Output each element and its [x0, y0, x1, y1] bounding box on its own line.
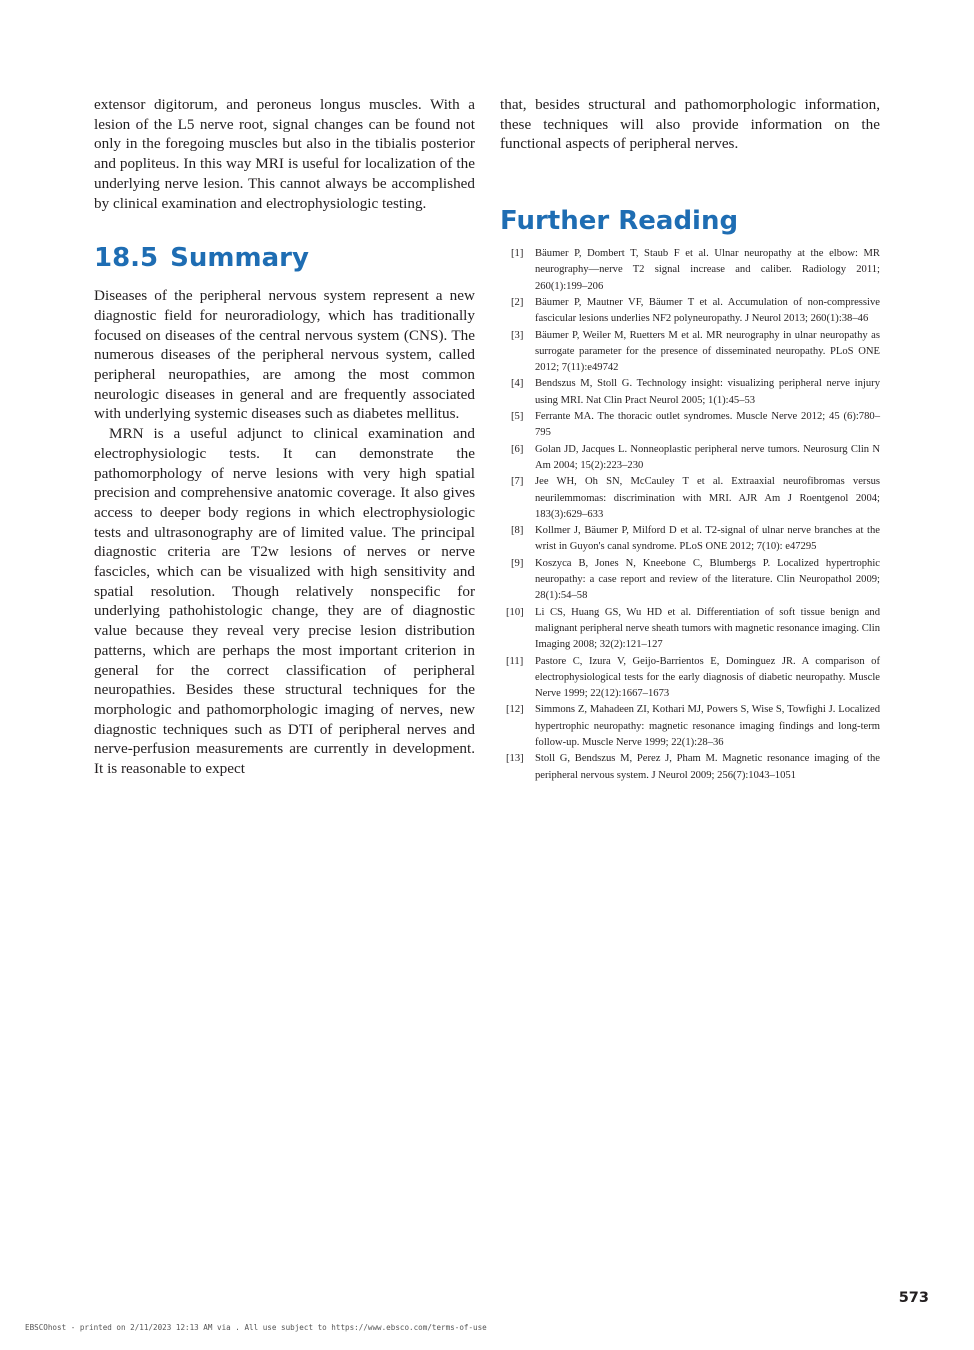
reference-number: [4] [511, 378, 524, 390]
reference-number: [11] [506, 655, 524, 667]
reference-item [500, 442, 880, 475]
reference-number: [8] [511, 525, 524, 537]
reference-number: [2] [511, 297, 524, 308]
reference-text: Bäumer P, Mautner VF, Bäumer T et al. Accumulation of non-compressive fascicular lesions underlies NF2 polyneuropathy. J Neurol 2013; 260(1):38–46 [535, 297, 880, 325]
reference-item [500, 702, 880, 751]
further-reading-heading: Further Reading [500, 206, 739, 237]
reference-item [500, 295, 880, 328]
reference-number: [6] [511, 443, 524, 455]
reference-number: [10] [506, 606, 524, 618]
section-heading [94, 243, 475, 273]
right-column [500, 95, 880, 784]
reference-item [500, 654, 880, 703]
reference-item [500, 409, 880, 442]
reference-text: Li CS, Huang GS, Wu HD et al. Differentiation of soft tissue benign and malignant peripheral nerve sheath tumors with magnetic resonance imaging. Clin Imaging 2008; 32(2):121–127 [535, 606, 880, 651]
reference-item [500, 376, 880, 409]
reference-item [500, 246, 880, 295]
reference-item [500, 523, 880, 556]
left-column [94, 95, 475, 779]
reference-number: [12] [506, 704, 524, 716]
reference-number: [7] [511, 476, 524, 488]
intro-paragraph: extensor digitorum, and peroneus longus muscles. With a lesion of the L5 nerve root, signal changes can be found not only in the foregoing muscles but also in the tibialis posterior and popliteus. In this way MRI is useful for localization of the underlying nerve lesion. This cannot always be accomplished by clinical examination and electrophysiologic testing. [94, 96, 475, 212]
section-title: Summary [170, 243, 309, 274]
reference-text: Pastore C, Izura V, Geijo-Barrientos E, Dominguez JR. A comparison of electrophysiological tests for the early diagnosis of diabetic neuropathy. Muscle Nerve 1999; 22(12):1667–1673 [535, 655, 880, 700]
reference-text: Golan JD, Jacques L. Nonneoplastic peripheral nerve tumors. Neurosurg Clin N Am 2004; 15(2):223–230 [535, 443, 880, 471]
reference-text: Bäumer P, Weiler M, Ruetters M et al. MR neurography in ulnar neuropathy as surrogate parameter for the presence of disseminated neuropathy. PLoS ONE 2012; 7(11):e49742 [535, 329, 880, 374]
continuation-paragraph: that, besides structural and pathomorphologic information, these techniques will also provide information on the functional aspects of peripheral nerves. [500, 96, 880, 153]
footer-notice: EBSCOhost - printed on 2/11/2023 12:13 AM via . All use subject to https://www.ebsco.com/terms-of-use [25, 1323, 487, 1332]
reference-text: Ferrante MA. The thoracic outlet syndromes. Muscle Nerve 2012; 45 (6):780–795 [535, 411, 880, 439]
reference-item [500, 556, 880, 605]
summary-paragraph-2: MRN is a useful adjunct to clinical examination and electrophysiologic tests. It can demonstrate the pathomorphology of nerve lesions with very high spatial precision and comprehensive anatomic coverage. It also gives access to deeper body regions in which electrophysiologic tests and ultrasonography are of limited value. The principal diagnostic criteria are T2w lesions of nerves or nerve fascicles, which can be visualized with high sensitivity and spatial resolution. Though relatively nonspecific for underlying pathohistologic change, they are of diagnostic value because they reveal very precise lesion distribution patterns, which are perhaps the most important criterion in general for the correct classification of peripheral neuropathies. Besides these structural techniques for the morphologic and pathomorphologic imaging of nerves, new diagnostic techniques such as DTI of peripheral nerves and nerve-perfusion measurements are currently in development. It is reasonable to expect [94, 425, 475, 778]
reference-number: [3] [511, 329, 524, 341]
reference-text: Jee WH, Oh SN, McCauley T et al. Extraaxial neurofibromas versus neurilemmomas: discrimination with MRI. AJR Am J Roentgenol 2004; 183(3):629–633 [535, 476, 880, 520]
reference-text: Simmons Z, Mahadeen ZI, Kothari MJ, Powers S, Wise S, Towfighi J. Localized hypertrophic neuropathy: magnetic resonance imaging findings and long-term follow-up. Muscle Nerve 1999; 22(1):28–36 [535, 704, 880, 749]
reference-item [500, 474, 880, 523]
reference-number: [5] [511, 411, 524, 423]
reference-text: Koszyca B, Jones N, Kneebone C, Blumbergs P. Localized hypertrophic neuropathy: a case report and review of the literature. Clin Neuropathol 2009; 28(1):54–58 [535, 557, 880, 602]
reference-item [500, 751, 880, 784]
page-number: 573 [898, 1290, 929, 1306]
reference-number: [1] [511, 248, 524, 260]
reference-text: Bendszus M, Stoll G. Technology insight: visualizing peripheral nerve injury using MRI. Nat Clin Pract Neurol 2005; 1(1):45–53 [535, 378, 880, 406]
reference-number: [9] [511, 557, 524, 569]
reference-text: Kollmer J, Bäumer P, Milford D et al. T2-signal of ulnar nerve branches at the wrist in Guyon's canal syndrome. PLoS ONE 2012; 7(10): e47295 [535, 525, 880, 553]
section-number: 18.5 [94, 243, 159, 274]
reference-item [500, 605, 880, 654]
reference-number: [13] [506, 753, 524, 765]
summary-paragraph-1: Diseases of the peripheral nervous system represent a new diagnostic field for neuroradiology, which has traditionally focused on diseases of the central nervous system (CNS). The numerous diseases of the peripheral nervous system, called peripheral neuropathies, are among the most common neurologic diseases in general and are frequently associated with underlying systemic diseases such as diabetes mellitus. [94, 287, 475, 423]
reference-item [500, 328, 880, 377]
reference-text: Bäumer P, Dombert T, Staub F et al. Ulnar neuropathy at the elbow: MR neurography—nerve T2 signal increase and caliber. Radiology 2011; 260(1):199–206 [535, 248, 880, 292]
reference-list [500, 246, 880, 784]
reference-text: Stoll G, Bendszus M, Perez J, Pham M. Magnetic resonance imaging of the peripheral nervous system. J Neurol 2009; 256(7):1043–1051 [535, 753, 880, 781]
